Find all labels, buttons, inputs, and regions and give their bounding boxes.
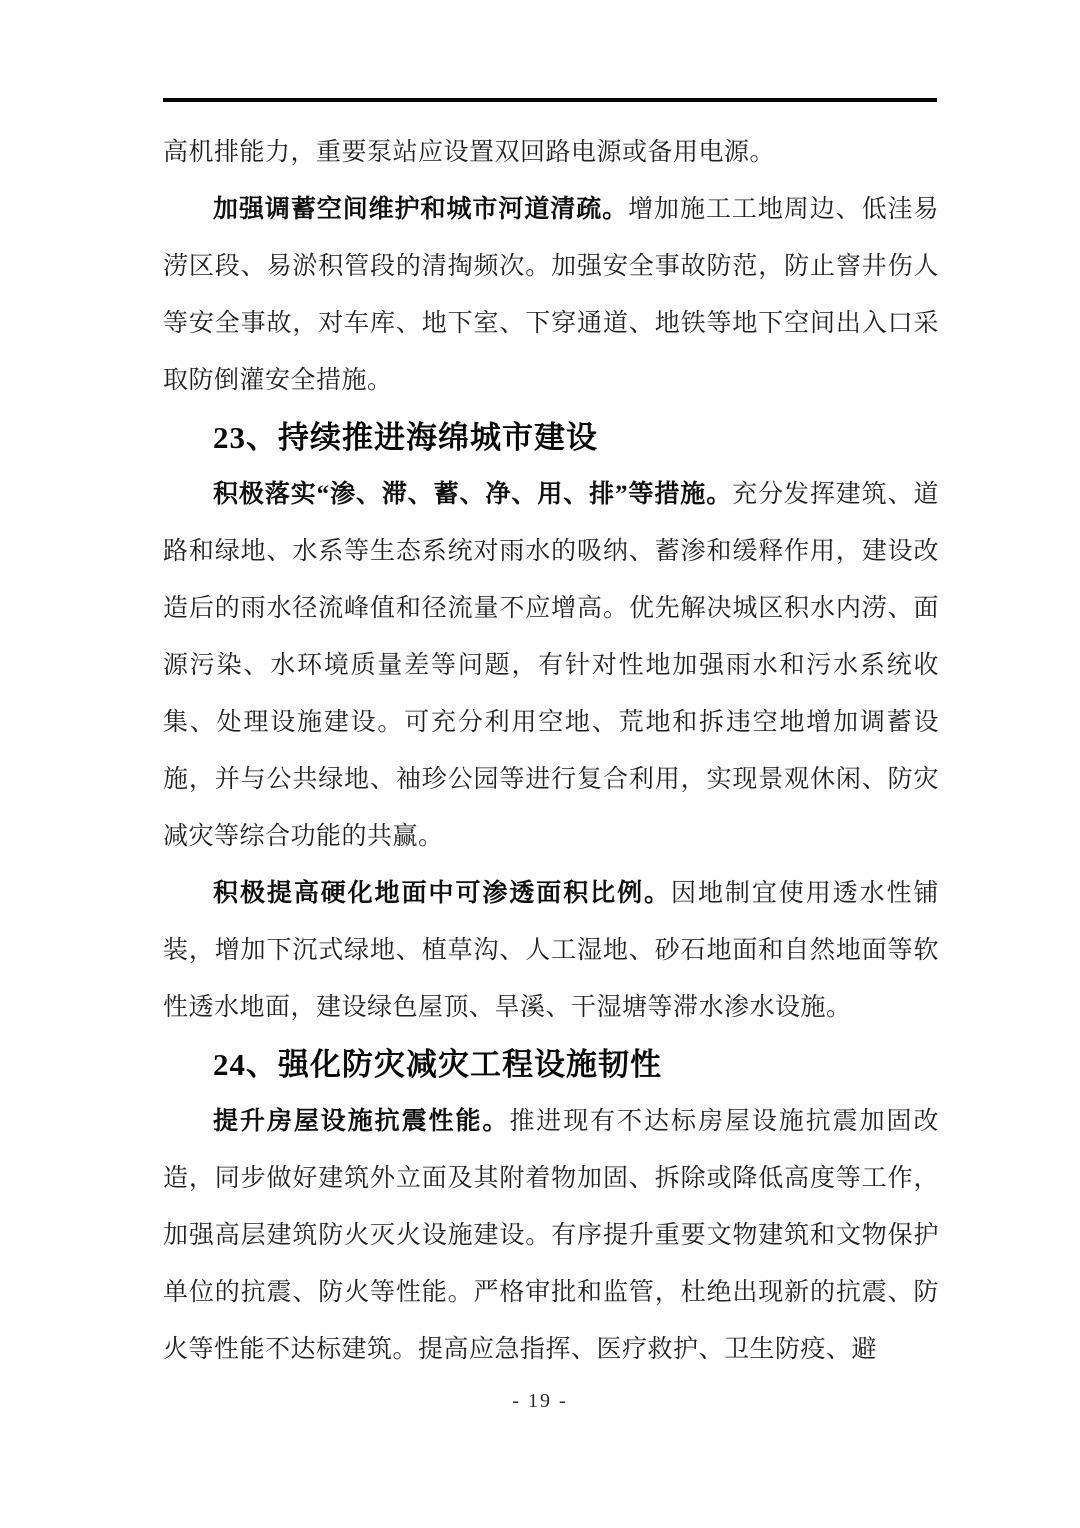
paragraph-permeable-ratio bbox=[163, 865, 939, 1036]
paragraph-text: 高机排能力，重要泵站应设置双回路电源或备用电源。 bbox=[163, 139, 776, 166]
paragraph-lead-bold: 积极落实“渗、滞、蓄、净、用、排”等措施。 bbox=[213, 481, 733, 508]
document-body bbox=[163, 124, 939, 1378]
paragraph-text: 增加施工工地周边、低洼易涝区段、易淤积管段的清掏频次。加强安全事故防范，防止窨井伤人等安全事故，对车库、地下室、下穿通道、地铁等地下空间出入口采取防倒灌安全措施。 bbox=[163, 196, 939, 394]
header-rule bbox=[163, 98, 937, 102]
paragraph-continuation bbox=[163, 124, 939, 181]
paragraph-lead-bold: 积极提高硬化地面中可渗透面积比例。 bbox=[213, 880, 672, 907]
section-heading-23: 23、持续推进海绵城市建设 bbox=[213, 420, 598, 455]
paragraph-seismic-resilience bbox=[163, 1093, 939, 1378]
paragraph-text: 充分发挥建筑、道路和绿地、水系等生态系统对雨水的吸纳、蓄渗和缓释作用，建设改造后的雨水径流峰值和径流量不应增高。优先解决城区积水内涝、面源污染、水环境质量差等问题，有针对性地加强雨水和污水系统收集、处理设施建设。可充分利用空地、荒地和拆违空地增加调蓄设施，并与公共绿地、袖珍公园等进行复合利用，实现景观休闲、防灾减灾等综合功能的共赢。 bbox=[163, 481, 939, 850]
page-number: - 19 - bbox=[512, 1390, 568, 1412]
section-heading-24: 24、强化防灾减灾工程设施韧性 bbox=[213, 1047, 662, 1082]
paragraph-text: 推进现有不达标房屋设施抗震加固改造，同步做好建筑外立面及其附着物加固、拆除或降低高度等工作，加强高层建筑防火灭火设施建设。有序提升重要文物建筑和文物保护单位的抗震、防火等性能。严格审批和监管，杜绝出现新的抗震、防火等性能不达标建筑。提高应急指挥、医疗救护、卫生防疫、避 bbox=[163, 1108, 939, 1363]
paragraph-lead-bold: 加强调蓄空间维护和城市河道清疏。 bbox=[213, 196, 629, 223]
paragraph-sponge-measures bbox=[163, 466, 939, 865]
paragraph-lead-bold: 提升房屋设施抗震性能。 bbox=[213, 1108, 510, 1135]
paragraph-text: 因地制宜使用透水性铺装，增加下沉式绿地、植草沟、人工湿地、砂石地面和自然地面等软性透水地面，建设绿色屋顶、旱溪、干湿塘等滞水渗水设施。 bbox=[163, 880, 939, 1021]
paragraph-drainage-maintenance bbox=[163, 181, 939, 409]
page-footer bbox=[0, 1390, 1080, 1413]
